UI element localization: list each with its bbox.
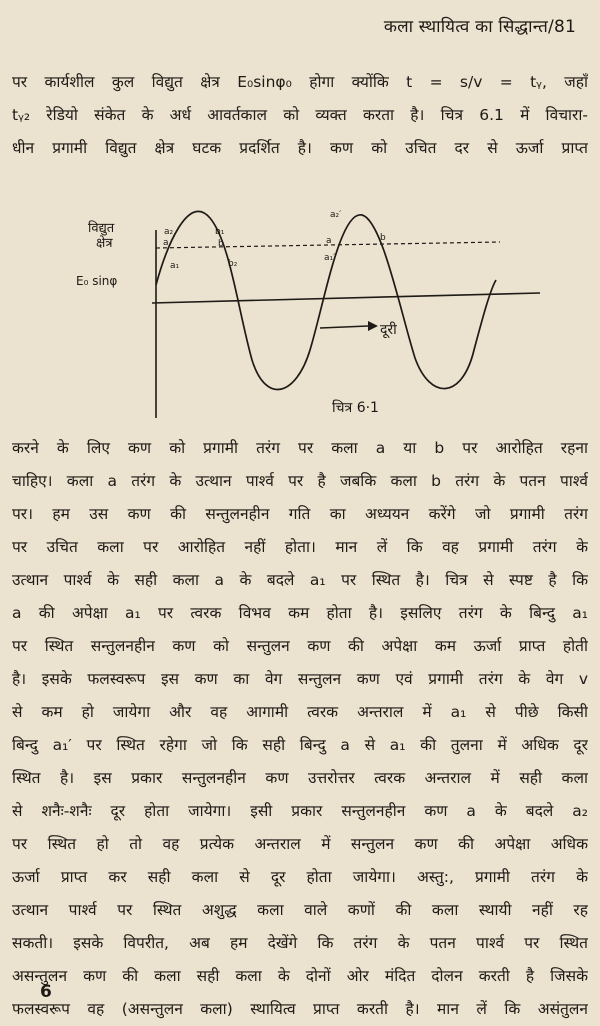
text-line: धीन प्रगामी विद्युत क्षेत्र घटक प्रदर्शित है। कण को उचित दर से ऊर्जा प्राप्त (12, 139, 588, 157)
wave-diagram (70, 200, 550, 425)
point-label-a-prime: a (326, 236, 332, 246)
text-line: a की अपेक्षा a₁ पर त्वरक विभव कम होता है। इसलिए तरंग के बिन्दु a₁ (12, 604, 588, 622)
point-label-b2: b₂ (228, 259, 238, 269)
y-value-label: E₀ sinφ (76, 274, 118, 288)
point-label-b1: b₁ (215, 227, 225, 237)
page-number: 6 (40, 982, 52, 1002)
arrow-head (368, 321, 378, 331)
text-line: स्थित है। इस प्रकार सन्तुलनहीन कण उत्तरोत्तर त्वरक अन्तराल में सही कला (12, 769, 588, 787)
text-line: से शनैः-शनैः दूर होता जायेगा। इसी प्रकार सन्तुलनहीन कण a के बदले a₂ (12, 802, 588, 820)
point-label-b: b (218, 239, 224, 249)
text-line: बिन्दु a₁′ पर स्थित रहेगा जो कि सही बिन्दु a से a₁ की तुलना में अधिक दूर (12, 736, 588, 754)
figure-6-1 (70, 200, 550, 425)
point-label-b-prime: b (380, 233, 386, 243)
y-label-line2: क्षेत्र (96, 236, 113, 251)
text-line: ऊर्जा प्राप्त कर सही कला से दूर होता जायेगा। अस्तु:, प्रगामी तरंग के (12, 868, 588, 886)
text-line: पर स्थित हो तो वह प्रत्येक अन्तराल में सन्तुलन कण की अपेक्षा अधिक (12, 835, 588, 853)
text-line: पर। हम उस कण की सन्तुलनहीन गति का अध्ययन करेंगे जो प्रगामी तरंग (12, 505, 588, 523)
text-line: असन्तुलन कण की कला सही कला के दोनों ओर मंदित दोलन करती है जिसके (12, 967, 588, 985)
x-axis (152, 293, 540, 303)
text-line: करने के लिए कण को प्रगामी तरंग पर कला a या b पर आरोहित रहना (12, 439, 588, 457)
point-label-a1: a₁ (170, 261, 180, 271)
text-line: फलस्वरूप वह (असन्तुलन कला) स्थायित्व प्राप्त करती है। मान लें कि असंतुलन (12, 1000, 588, 1018)
figure-caption: चित्र 6·1 (332, 400, 379, 416)
point-label-a1-prime: a₁′ (324, 253, 336, 263)
point-label-a2: a₂ (164, 227, 174, 237)
text-line: से कम हो जायेगा और वह आगामी त्वरक अन्तराल में a₁ से पीछे किसी (12, 703, 588, 721)
text-line: tᵧ₂ रेडियो संकेत के अर्ध आवर्तकाल को व्यक्त करता है। चित्र 6.1 में विचारा- (12, 106, 588, 124)
point-label-a: a (163, 238, 169, 248)
text-line: पर उचित कला पर आरोहित नहीं होता। मान लें कि वह प्रगामी तरंग के (12, 538, 588, 556)
distance-arrow (320, 326, 368, 328)
point-label-a2-prime: a₂′ (330, 210, 342, 220)
paragraph-main (12, 432, 588, 1026)
text-line: सकती। इसके विपरीत, अब हम देखेंगे कि तरंग के पतन पार्श्व पर स्थित (12, 934, 588, 952)
text-line: है। इसके फलस्वरूप इस कण का वेग सन्तुलन कण एवं प्रगामी तरंग के वेग v (12, 670, 588, 688)
text-line: पर कार्यशील कुल विद्युत क्षेत्र E₀sinφ₀ होगा क्योंकि t = s/v = tᵧ, जहाँ (12, 73, 588, 91)
y-label-line1: विद्युत (88, 221, 115, 236)
x-arrow-label: दूरी (380, 322, 397, 338)
text-line: उत्थान पार्श्व पर स्थित अशुद्ध कला वाले कणों की कला स्थायी नहीं रह (12, 901, 588, 919)
paragraph-top (12, 66, 588, 165)
text-line: उत्थान पार्श्व के सही कला a के बदले a₁ पर स्थित है। चित्र से स्पष्ट है कि (12, 571, 588, 589)
text-line: पर स्थित सन्तुलनहीन कण को सन्तुलन कण की अपेक्षा कम ऊर्जा प्राप्त होती (12, 637, 588, 655)
text-line: चाहिए। कला a तरंग के उत्थान पार्श्व पर है जबकि कला b तरंग के पतन पार्श्व (12, 472, 588, 490)
running-header: कला स्थायित्व का सिद्धान्त/81 (383, 17, 576, 37)
